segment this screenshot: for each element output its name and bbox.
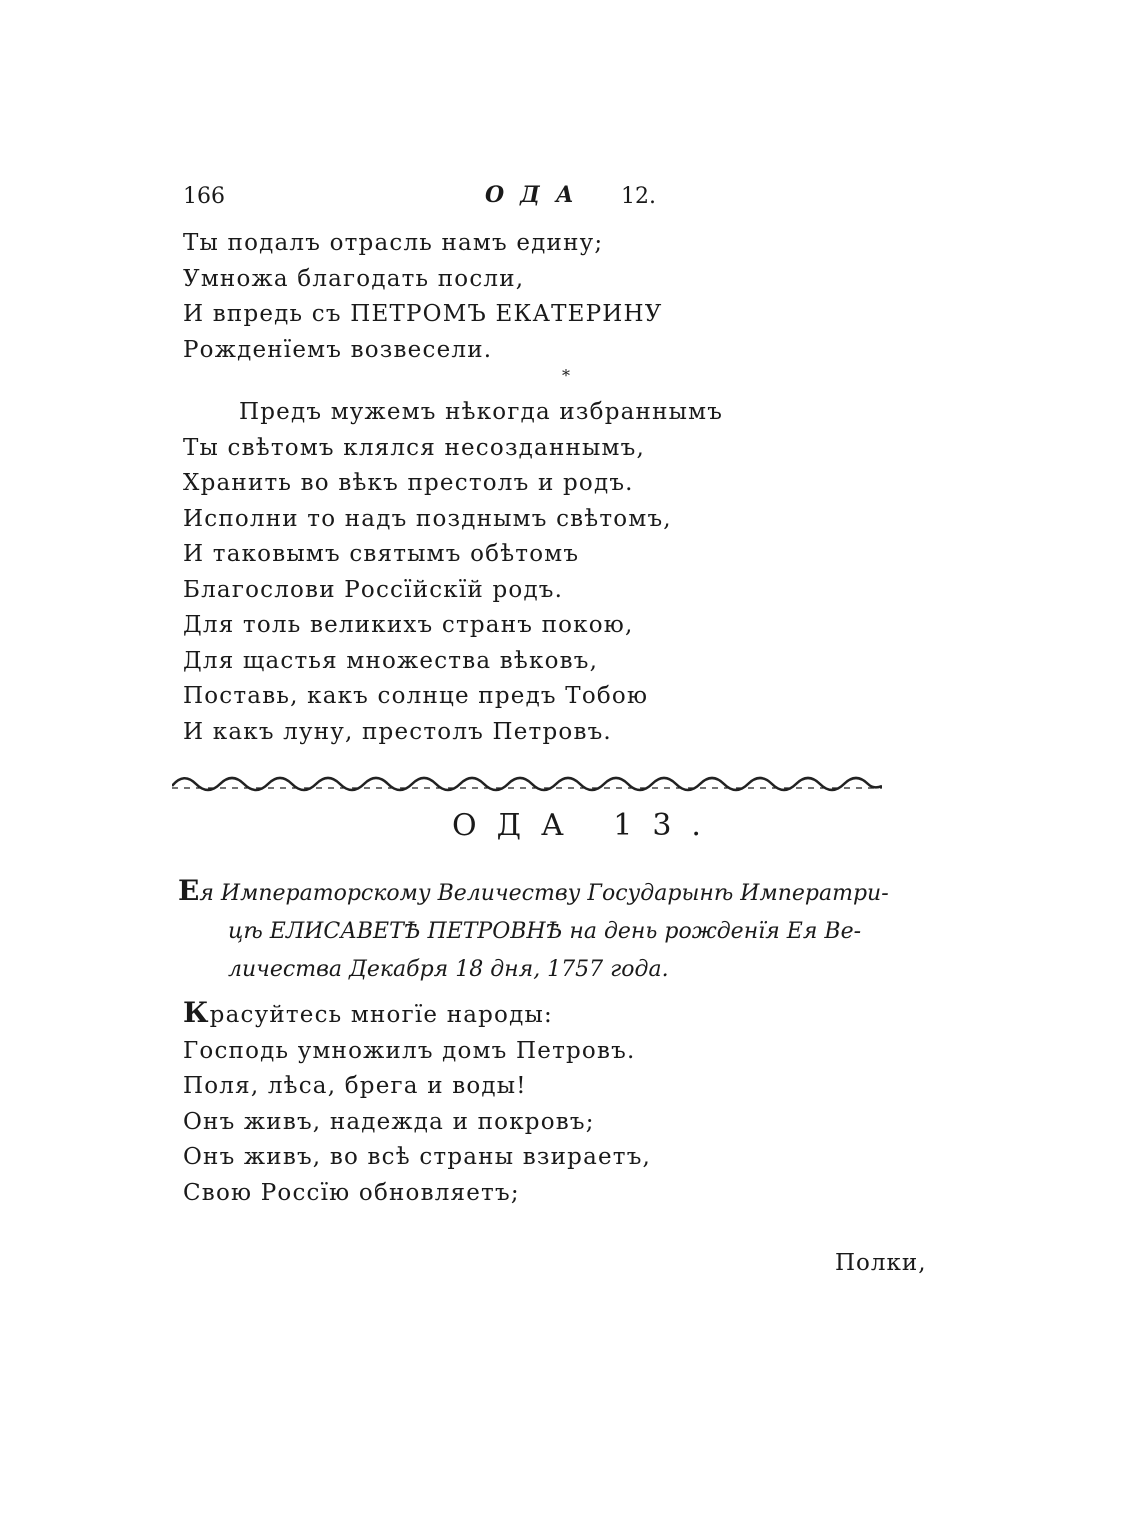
dedication-line: личества Декабря 18 дня, 1757 года. xyxy=(228,957,669,982)
dedication xyxy=(178,872,898,989)
page-header xyxy=(183,180,656,214)
dedication-initial: Е xyxy=(178,874,200,907)
running-ode-number: 12. xyxy=(621,184,656,209)
dedication-line xyxy=(178,872,898,913)
verse-line: Благослови Россїйскїй родъ. xyxy=(183,576,564,603)
verse-line-text: расуйтесь многїе народы: xyxy=(209,1002,553,1028)
verse-line: Для щастья множества вѣковъ, xyxy=(183,647,599,674)
stanza-1 xyxy=(183,226,663,368)
ode-title: ОДА 13. xyxy=(452,808,721,843)
verse-line: Свою Россїю обновляетъ; xyxy=(183,1179,520,1206)
verse-line: Рожденїемъ возвесели. xyxy=(183,336,493,363)
verse-line: Ты свѣтомъ клялся несозданнымъ, xyxy=(183,434,645,461)
verse-line: И впредь съ ПЕТРОМЪ ЕКАТЕРИНУ xyxy=(183,301,663,327)
stanza-2 xyxy=(183,395,723,750)
verse-line: Исполни то надъ позднымъ свѣтомъ, xyxy=(183,505,672,532)
page-number: 166 xyxy=(183,184,225,209)
dedication-line: цѣ ЕЛИСАВЕТѢ ПЕТРОВНѢ на день рожденїя Ея Ве- xyxy=(228,919,862,944)
dedication-line-text: я Императорскому Величеству Государынѣ Императри- xyxy=(199,881,889,906)
verse-line: Поля, лѣса, брега и воды! xyxy=(183,1073,527,1099)
verse-line: Умножа благодать посли, xyxy=(183,265,525,292)
ornamental-rule xyxy=(172,772,882,796)
verse-line: Онъ живъ, во всѣ страны взираетъ, xyxy=(183,1144,652,1170)
verse-line: Ты подалъ отрасль намъ едину; xyxy=(183,230,604,256)
verse-line: Онъ живъ, надежда и покровъ; xyxy=(183,1108,595,1135)
drop-initial: К xyxy=(183,996,210,1029)
verse-line: И таковымъ святымъ обѣтомъ xyxy=(183,541,580,567)
running-title: ОДА xyxy=(485,182,590,208)
verse-line xyxy=(183,995,651,1034)
verse-line: Для толь великихъ странъ покою, xyxy=(183,612,634,638)
stanza-3 xyxy=(183,995,651,1211)
catchword: Полки, xyxy=(835,1250,927,1276)
verse-line: Господь умножилъ домъ Петровъ. xyxy=(183,1037,636,1064)
verse-line: Поставь, какъ солнце предъ Тобою xyxy=(183,683,649,709)
stanza-separator: * xyxy=(562,366,570,385)
verse-line: Предъ мужемъ нѣкогда избраннымъ xyxy=(239,399,724,425)
verse-line: И какъ луну, престолъ Петровъ. xyxy=(183,718,612,745)
verse-line: Хранить во вѣкъ престолъ и родъ. xyxy=(183,470,634,496)
